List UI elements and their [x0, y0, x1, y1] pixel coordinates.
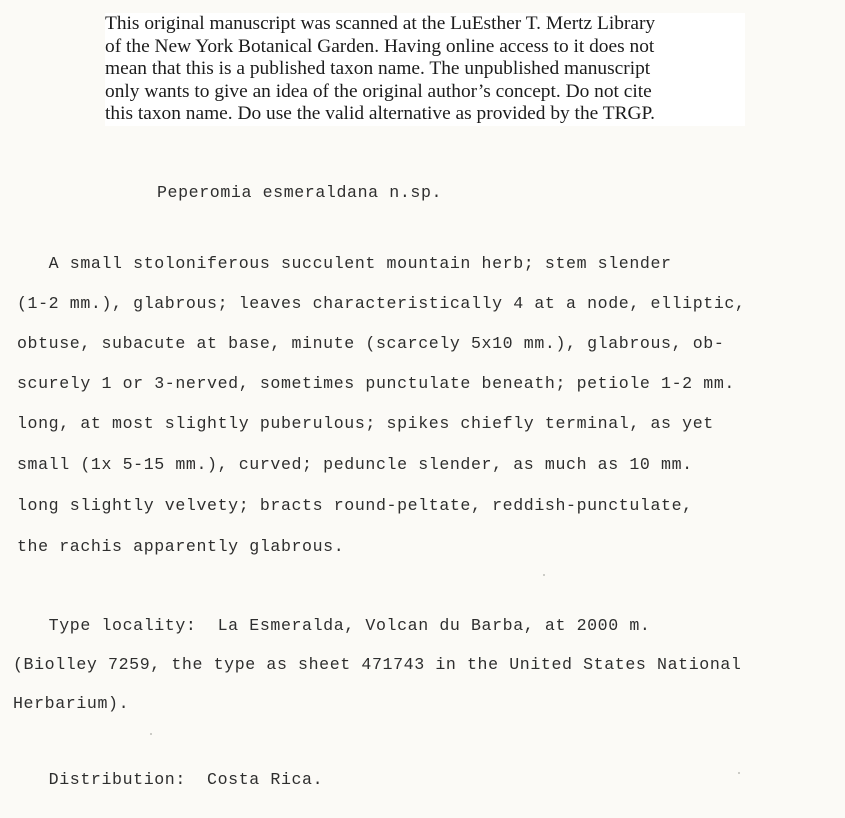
type-locality-line: Type locality: La Esmeralda, Volcan du Barba, at 2000 m. — [17, 616, 651, 635]
description-line: (1-2 mm.), glabrous; leaves characteristically 4 at a node, elliptic, — [17, 294, 746, 313]
paper-speck — [543, 574, 545, 576]
description-line: small (1x 5-15 mm.), curved; peduncle slender, as much as 10 mm. — [17, 455, 693, 474]
notice-line: of the New York Botanical Garden. Having online access to it does not — [105, 35, 655, 57]
paper-speck — [150, 733, 152, 735]
description-line: long, at most slightly puberulous; spikes chiefly terminal, as yet — [17, 414, 714, 433]
description-line: A small stoloniferous succulent mountain herb; stem slender — [17, 254, 672, 273]
type-locality-line: (Biolley 7259, the type as sheet 471743 in the United States National — [13, 655, 742, 674]
notice-line: only wants to give an idea of the original author’s concept. Do not cite — [105, 80, 652, 102]
taxon-title: Peperomia esmeraldana n.sp. — [157, 183, 443, 202]
description-line: obtuse, subacute at base, minute (scarcely 5x10 mm.), glabrous, ob- — [17, 334, 725, 353]
paper-speck — [738, 772, 740, 774]
description-line: scurely 1 or 3-nerved, sometimes punctulate beneath; petiole 1-2 mm. — [17, 374, 735, 393]
type-locality-line: Herbarium). — [13, 694, 130, 713]
notice-line: this taxon name. Do use the valid alternative as provided by the TRGP. — [105, 103, 656, 125]
notice-line: mean that this is a published taxon name. The unpublished manuscript — [105, 58, 651, 80]
description-line: long slightly velvety; bracts round-peltate, reddish-punctulate, — [17, 496, 693, 515]
distribution-line: Distribution: Costa Rica. — [17, 770, 324, 789]
notice-line: This original manuscript was scanned at the LuEsther T. Mertz Library — [105, 13, 656, 34]
description-line: the rachis apparently glabrous. — [17, 537, 345, 556]
library-notice — [105, 13, 745, 126]
